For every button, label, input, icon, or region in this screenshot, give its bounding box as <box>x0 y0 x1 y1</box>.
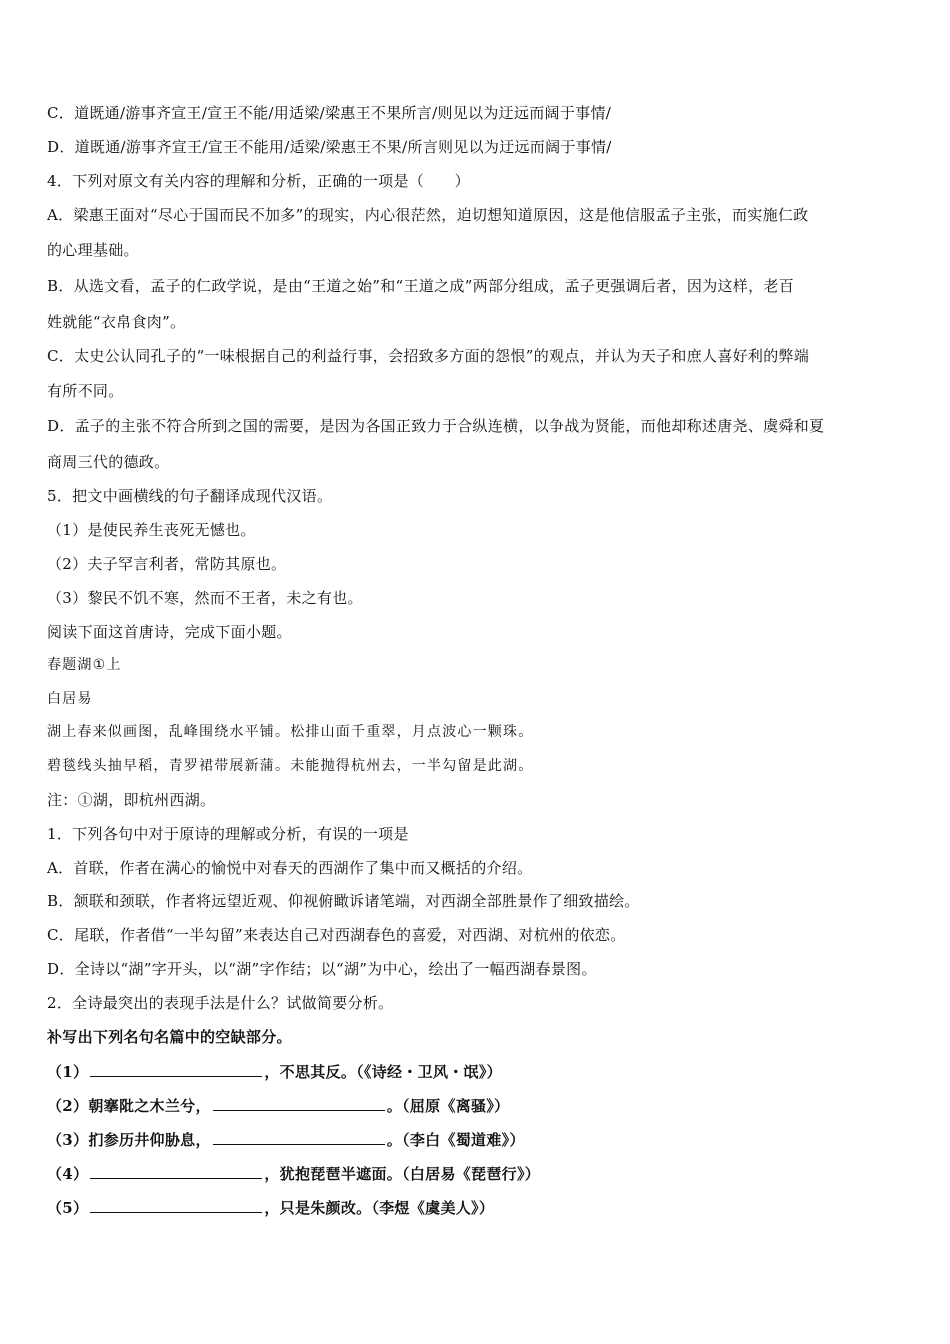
q5-sentence-3: （3）黎民不饥不寒，然而不王者，未之有也。 <box>47 589 363 607</box>
answer-blank[interactable] <box>213 1129 385 1145</box>
item-text: 。（屈原《离骚》） <box>386 1097 510 1115</box>
q4-option-d-line2: 商周三代的德政。 <box>47 453 170 471</box>
poem-line-1: 湖上春来似画图，乱峰围绕水平铺。松排山面千重翠，月点波心一颗珠。 <box>47 724 534 740</box>
item-number: （2） <box>47 1097 89 1115</box>
q4-option-b-line2: 姓就能“衣帛食肉”。 <box>47 313 186 331</box>
q5-stem: 5．把文中画横线的句子翻译成现代汉语。 <box>47 487 333 505</box>
q4-stem: 4．下列对原文有关内容的理解和分析，正确的一项是（ ） <box>47 172 470 190</box>
q4-option-c-line2: 有所不同。 <box>47 382 124 400</box>
poem-q1-option-c: C．尾联，作者借“一半勾留”来表达自己对西湖春色的喜爱，对西湖、对杭州的依恋。 <box>47 926 626 944</box>
answer-blank[interactable] <box>213 1095 385 1111</box>
q5-sentence-1: （1）是使民养生丧死无憾也。 <box>47 521 256 539</box>
fill-blank-item-2 <box>47 1095 907 1116</box>
poem-author: 白居易 <box>47 691 93 707</box>
item-number: （3） <box>47 1131 89 1149</box>
fill-blank-item-5 <box>47 1197 907 1218</box>
item-text: 。（李白《蜀道难》） <box>386 1131 525 1149</box>
item-prefix: 朝搴阰之木兰兮， <box>88 1097 211 1115</box>
item-number: （1） <box>47 1063 89 1081</box>
poem-q1-option-a: A．首联，作者在满心的愉悦中对春天的西湖作了集中而又概括的介绍。 <box>47 859 533 877</box>
item-text: ，不思其反。（《诗经・卫风・氓》） <box>264 1063 502 1081</box>
item-text: ，只是朱颜改。（李煜《虞美人》） <box>264 1199 495 1217</box>
fill-blank-item-1 <box>47 1061 907 1082</box>
poem-intro: 阅读下面这首唐诗，完成下面小题。 <box>47 623 292 641</box>
q5-sentence-2: （2）夫子罕言利者，常防其原也。 <box>47 555 287 573</box>
poem-line-2: 碧毯线头抽早稻，青罗裙带展新蒲。未能抛得杭州去，一半勾留是此湖。 <box>47 758 534 774</box>
q4-option-b-line1: B．从选文看，孟子的仁政学说，是由“王道之始”和“王道之成”两部分组成，孟子更强调后者，因为这样，老百 <box>47 277 795 295</box>
poem-q2-stem: 2．全诗最突出的表现手法是什么？试做简要分析。 <box>47 994 394 1012</box>
answer-blank[interactable] <box>90 1163 262 1179</box>
item-number: （4） <box>47 1165 89 1183</box>
poem-title: 春题湖①上 <box>47 657 122 673</box>
q4-option-a-line2: 的心理基础。 <box>47 241 139 259</box>
q4-option-a-line1: A．梁惠王面对“尽心于国而民不加多”的现实，内心很茫然，迫切想知道原因，这是他信服孟子主张，而实施仁政 <box>47 206 809 224</box>
q4-option-d-line1: D．孟子的主张不符合所到之国的需要，是因为各国正致力于合纵连横，以争战为贤能，而他却称述唐尧、虞舜和夏 <box>47 417 825 435</box>
poem-q1-stem: 1．下列各句中对于原诗的理解或分析，有误的一项是 <box>47 825 409 843</box>
fill-blank-item-3 <box>47 1129 907 1150</box>
item-text: ，犹抱琵琶半遮面。（白居易《琵琶行》） <box>264 1165 541 1183</box>
q3-option-d: D．道既通/游事齐宣王/宣王不能用/适梁/梁惠王不果/所言则见以为迂远而阔于事情/ <box>47 138 612 156</box>
poem-note: 注：①湖，即杭州西湖。 <box>47 791 216 809</box>
item-number: （5） <box>47 1199 89 1217</box>
q4-option-c-line1: C．太史公认同孔子的“一味根据自己的利益行事，会招致多方面的怨恨”的观点，并认为天子和庶人喜好利的弊端 <box>47 347 810 365</box>
fill-blanks-heading: 补写出下列名句名篇中的空缺部分。 <box>47 1028 292 1046</box>
answer-blank[interactable] <box>90 1197 262 1213</box>
item-prefix: 扪参历井仰胁息， <box>88 1131 211 1149</box>
q3-option-c: C．道既通/游事齐宣王/宣王不能/用适梁/梁惠王不果所言/则见以为迂远而阔于事情/ <box>47 104 612 122</box>
poem-q1-option-d: D．全诗以“湖”字开头，以“湖”字作结；以“湖”为中心，绘出了一幅西湖春景图。 <box>47 960 597 978</box>
answer-blank[interactable] <box>90 1061 262 1077</box>
fill-blank-item-4 <box>47 1163 907 1184</box>
poem-q1-option-b: B．颔联和颈联，作者将远望近观、仰视俯瞰诉诸笔端，对西湖全部胜景作了细致描绘。 <box>47 892 640 910</box>
